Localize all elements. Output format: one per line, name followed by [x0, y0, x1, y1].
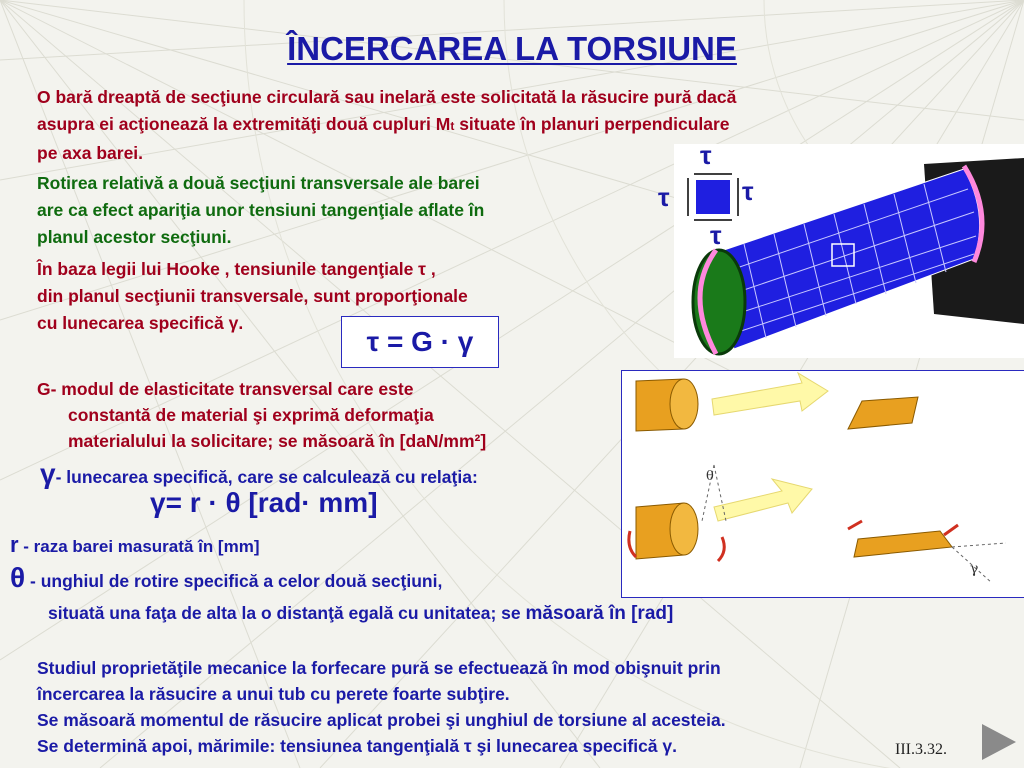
tau-label-bottom: τ — [710, 220, 722, 250]
theta-label: θ — [706, 469, 714, 484]
rotation-line-1: Rotirea relativă a două secţiuni transversale ale barei — [37, 173, 480, 193]
plate-top — [848, 397, 918, 429]
arrow-bottom — [714, 479, 812, 521]
tau-label-left: τ — [658, 182, 670, 212]
tau-label-top: τ — [700, 140, 712, 170]
specimen-top — [636, 379, 698, 431]
theta-definition — [10, 562, 442, 594]
hooke-line-3: cu lunecarea specifică γ. — [37, 313, 244, 333]
slide-number: III.3.32. — [895, 741, 947, 758]
gamma-text: - lunecarea specifică, care se calculează cu relaţia: — [55, 467, 478, 487]
rotation-paragraph — [37, 170, 637, 251]
gamma-symbol: γ — [40, 458, 56, 489]
study-line-4: Se determină apoi, mărimile: tensiunea tangenţială τ şi lunecarea specifică γ. — [37, 736, 677, 756]
rotation-line-3: planul acestor secţiuni. — [37, 227, 232, 247]
tau-label-right: τ — [742, 176, 754, 206]
g-def-line-2: constantă de material şi exprimă deformaţia — [68, 405, 434, 425]
r-symbol: r — [10, 532, 19, 557]
slide-title: ÎNCERCAREA LA TORSIUNE — [287, 30, 737, 67]
gamma-definition — [40, 458, 478, 490]
intro-line-1: O bară dreaptă de secţiune circulară sau inelară este solicitată la răsucire pură dacă — [37, 87, 737, 107]
hooke-line-2: din planul secţiunii transversale, sunt proporţionale — [37, 286, 468, 306]
intro-line-3: pe axa barei. — [37, 143, 144, 163]
r-text: - raza barei masurată în [mm] — [18, 537, 260, 556]
r-definition — [10, 532, 259, 558]
gamma-formula: γ= r · θ [rad· mm] — [150, 487, 378, 518]
tube-illustration — [674, 144, 1024, 358]
shear-diagram — [621, 370, 1024, 598]
study-line-1: Studiul proprietăţile mecanice la forfecare pură se efectuează în mod obişnuit prin — [37, 658, 721, 678]
next-slide-icon[interactable] — [982, 724, 1016, 760]
study-paragraph — [37, 655, 987, 759]
plate-bottom — [854, 531, 952, 557]
arrow-top — [712, 373, 828, 415]
g-def-line-1: G- modul de elasticitate transversal care este — [37, 379, 414, 399]
tube-diagram — [658, 140, 1024, 358]
g-definition — [37, 376, 637, 454]
hooke-formula: τ = G · γ — [341, 316, 499, 368]
gamma-label: γ — [970, 561, 979, 577]
theta-definition-line-2: situată una faţa de alta la o distanţă egală cu unitatea; se măsoară în [rad] — [48, 603, 674, 624]
theta-text: - unghiul de rotire specifică a celor două secţiuni, — [25, 571, 443, 591]
hooke-line-1: În baza legii lui Hooke , tensiunile tangenţiale τ , — [37, 259, 436, 279]
stress-element — [696, 180, 730, 214]
intro-line-2: asupra ei acţionează la extremităţi două cupluri Mt situate în planuri perpendiculare — [37, 114, 730, 134]
study-line-2: încercarea la răsucire a unui tub cu perete foarte subţire. — [37, 684, 510, 704]
theta-symbol: θ — [10, 562, 26, 593]
g-def-line-3: materialului la solicitare; se măsoară în [daN/mm²] — [68, 431, 487, 451]
rotation-line-2: are ca efect apariţia unor tensiuni tangenţiale aflate în — [37, 200, 485, 220]
specimen-bottom — [629, 503, 724, 561]
study-line-3: Se măsoară momentul de răsucire aplicat probei şi unghiul de torsiune al acesteia. — [37, 710, 726, 730]
shear-illustration — [622, 371, 1024, 597]
hooke-paragraph — [37, 256, 637, 337]
